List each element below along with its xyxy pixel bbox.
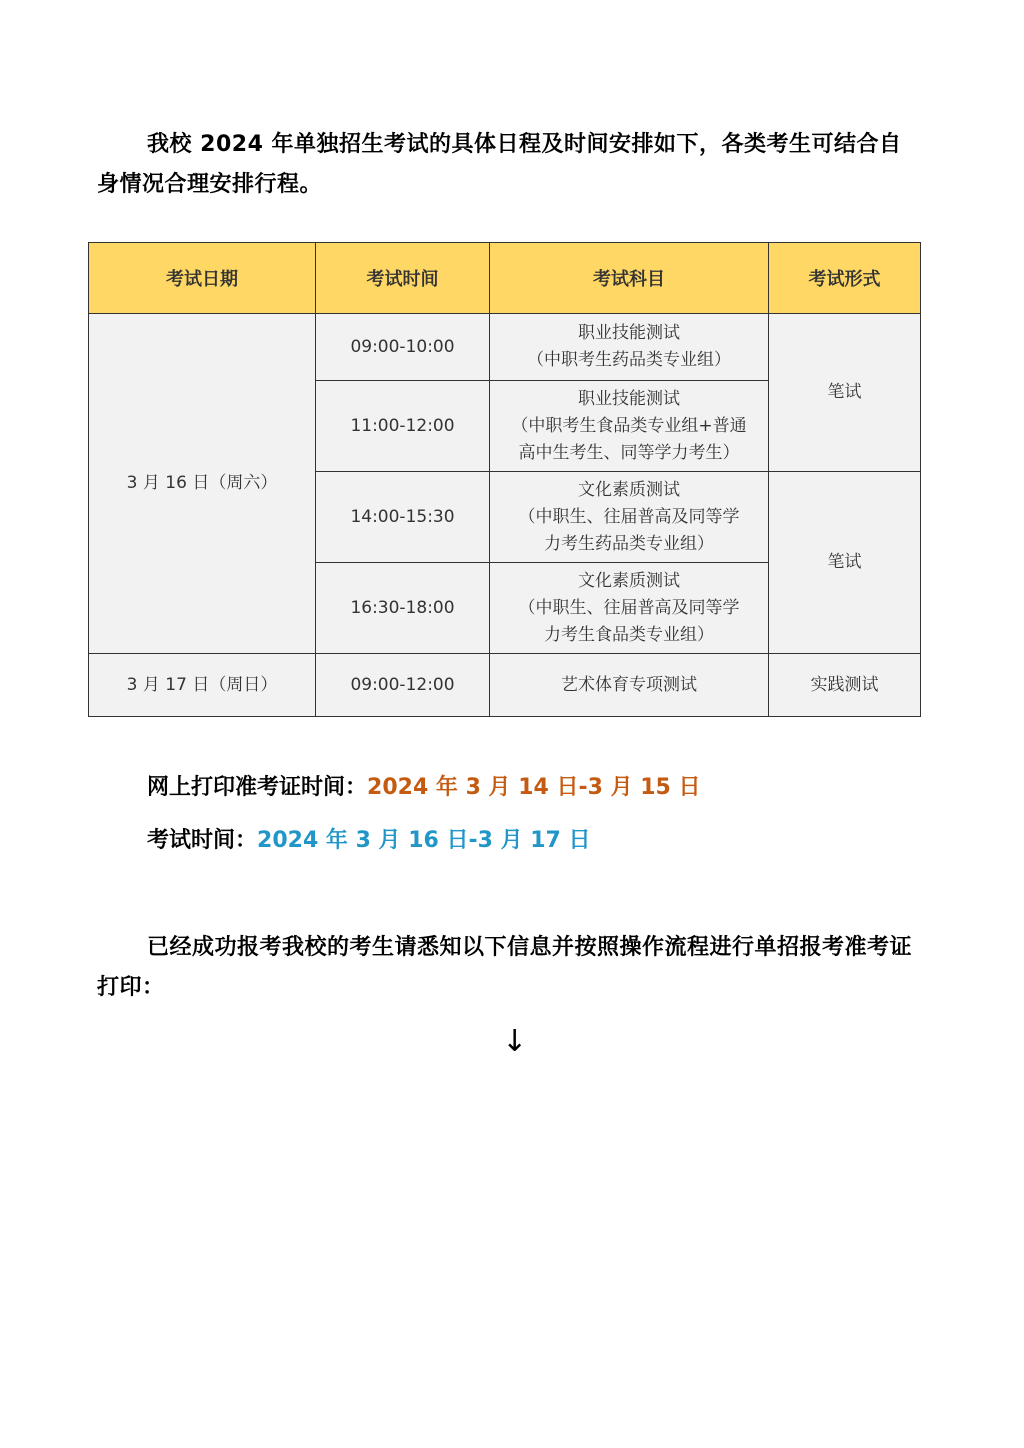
date-cell: 3 月 17 日（周日） xyxy=(89,654,316,717)
subject-line: （中职生、往届普高及同等学 xyxy=(518,597,740,618)
subject-line: 职业技能测试 xyxy=(578,388,680,409)
subject-cell xyxy=(490,381,769,472)
subject-line: （中职考生食品类专业组+普通 xyxy=(511,415,747,436)
date-cell: 3 月 16 日（周六） xyxy=(89,314,316,654)
intro-paragraph: 我校 2024 年单独招生考试的具体日程及时间安排如下，各类考生可结合自身情况合理安排行程。 xyxy=(97,132,902,197)
subject-line: 艺术体育专项测试 xyxy=(561,674,697,695)
print-time-value: 2024 年 3 月 14 日-3 月 15 日 xyxy=(367,775,701,800)
down-arrow-icon: ↓ xyxy=(502,1024,528,1059)
exam-time-value: 2024 年 3 月 16 日-3 月 17 日 xyxy=(257,828,591,853)
subject-line: 高中生考生、同等学力考生） xyxy=(518,442,740,463)
table-row xyxy=(89,654,921,717)
exam-schedule-table xyxy=(88,242,921,717)
closing-paragraph: 已经成功报考我校的考生请悉知以下信息并按照操作流程进行单招报考准考证打印： xyxy=(97,935,913,1000)
time-cell: 09:00-12:00 xyxy=(316,654,490,717)
form-cell: 实践测试 xyxy=(769,654,921,717)
table-row xyxy=(89,314,921,381)
time-cell: 14:00-15:30 xyxy=(316,472,490,563)
subject-line: （中职生、往届普高及同等学 xyxy=(518,506,740,527)
header-exam-date: 考试日期 xyxy=(89,243,316,314)
header-exam-subject: 考试科目 xyxy=(490,243,769,314)
header-exam-time: 考试时间 xyxy=(316,243,490,314)
form-cell: 笔试 xyxy=(769,314,921,472)
subject-cell xyxy=(490,314,769,381)
subject-line: （中职考生药品类专业组） xyxy=(527,350,731,370)
subject-cell xyxy=(490,654,769,717)
print-time-label: 网上打印准考证时间： xyxy=(147,775,368,800)
table-header-row xyxy=(89,243,921,314)
exam-time-label: 考试时间： xyxy=(147,828,258,853)
time-cell: 16:30-18:00 xyxy=(316,563,490,654)
subject-cell xyxy=(490,472,769,563)
subject-line: 文化素质测试 xyxy=(578,570,680,591)
subject-line: 力考生食品类专业组） xyxy=(544,624,714,645)
subject-line: 文化素质测试 xyxy=(578,479,680,500)
print-time-line xyxy=(147,773,701,803)
subject-cell xyxy=(490,563,769,654)
exam-time-line xyxy=(147,826,591,856)
time-cell: 09:00-10:00 xyxy=(316,314,490,381)
time-cell: 11:00-12:00 xyxy=(316,381,490,472)
subject-line: 力考生药品类专业组） xyxy=(544,533,714,554)
header-exam-form: 考试形式 xyxy=(769,243,921,314)
subject-line: 职业技能测试 xyxy=(578,323,680,343)
form-cell: 笔试 xyxy=(769,472,921,654)
